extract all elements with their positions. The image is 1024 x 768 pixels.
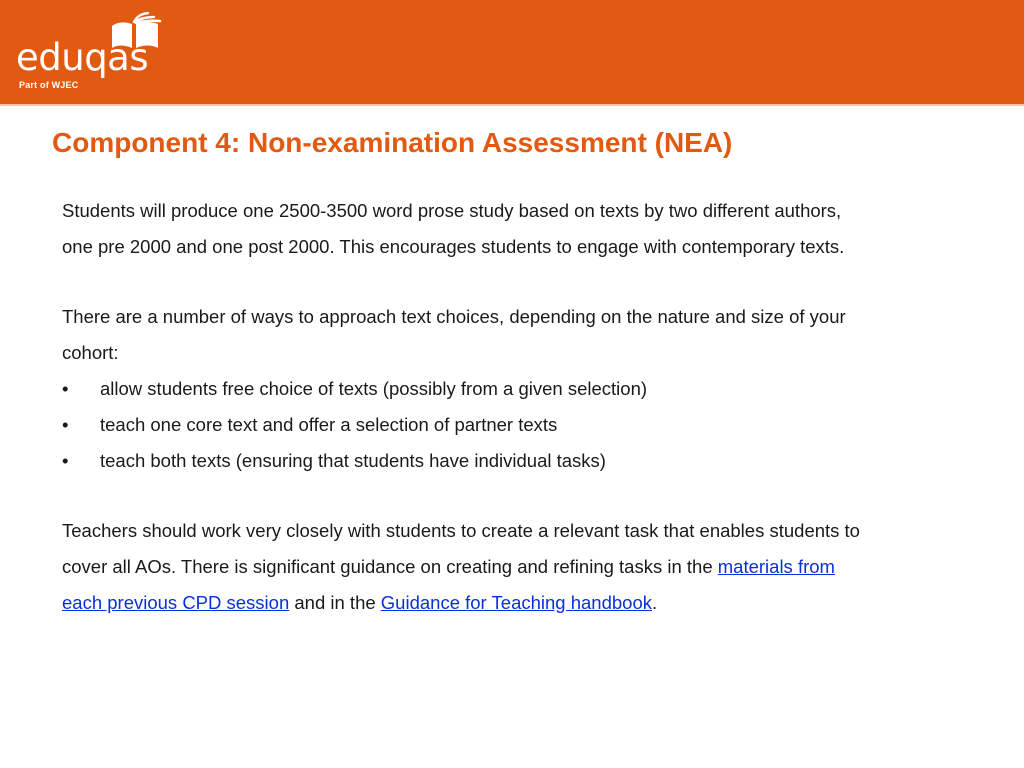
header-divider (0, 104, 1024, 106)
teachers-middle-text: and in the (289, 592, 381, 613)
slide-body (62, 193, 982, 621)
intro-line-2: one pre 2000 and one post 2000. This encourages students to engage with contemporary texts. (62, 236, 845, 257)
page-title: Component 4: Non-examination Assessment (NEA) (52, 127, 733, 158)
intro-line-1: Students will produce one 2500-3500 word prose study based on texts by two different authors, (62, 200, 842, 221)
bullet-icon: • (62, 414, 69, 435)
list-item-text: teach both texts (ensuring that students have individual tasks) (100, 450, 606, 471)
approaches-list (62, 371, 982, 479)
approaches-line-2: cohort: (62, 342, 119, 363)
bullet-icon: • (62, 378, 69, 399)
list-item (62, 371, 982, 407)
list-item-text: teach one core text and offer a selection of partner texts (100, 414, 558, 435)
guidance-handbook-link[interactable]: Guidance for Teaching handbook (380, 592, 652, 613)
intro-paragraph (62, 193, 982, 265)
brand-wordmark: eduqas (16, 36, 149, 79)
bullet-icon: • (62, 450, 69, 471)
approaches-line-1: There are a number of ways to approach text choices, depending on the nature and size of your (62, 306, 846, 327)
paragraph-gap (62, 265, 982, 299)
teachers-paragraph (62, 513, 982, 621)
eduqas-logo[interactable] (16, 10, 166, 96)
cpd-materials-link-part-1[interactable]: materials from (717, 556, 835, 577)
cpd-materials-link-part-2[interactable]: each previous CPD session (62, 592, 290, 613)
approaches-paragraph (62, 299, 982, 371)
list-item (62, 407, 982, 443)
teachers-line-2-text: cover all AOs. There is significant guidance on creating and refining tasks in the (62, 556, 718, 577)
teachers-end-text: . (652, 592, 658, 613)
teachers-line-1: Teachers should work very closely with students to create a relevant task that enables students to (62, 520, 860, 541)
list-item (62, 443, 982, 479)
list-item-text: allow students free choice of texts (possibly from a given selection) (100, 378, 648, 399)
paragraph-gap (62, 479, 982, 513)
brand-tagline: Part of WJEC (19, 80, 79, 90)
header-bar (0, 0, 1024, 104)
